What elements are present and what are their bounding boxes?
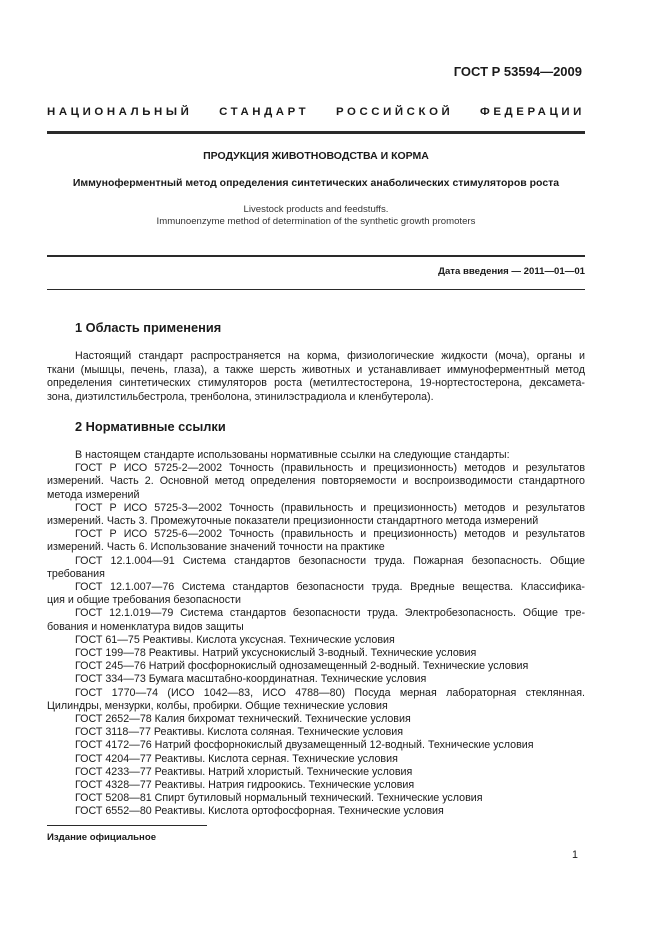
paragraph-line: ГОСТ 4204—77 Реактивы. Кислота серная. Технические условия <box>75 752 398 765</box>
document-code: ГОСТ Р 53594—2009 <box>453 64 582 79</box>
english-title-line: Immunoenzyme method of determination of the synthetic growth promoters <box>156 216 476 227</box>
paragraph-line: ГОСТ 4328—77 Реактивы. Натрия гидроокись. Технические условия <box>75 779 415 791</box>
paragraph-line: определения синтетических стимуляторов роста (метилтестостерона, 19-нортестостерона, дексамета- <box>47 377 585 389</box>
paragraph-line: ткани (мышцы, печень, глаза), а также шерсть животных и устанавливает иммуноферментный метод <box>47 363 585 376</box>
section-heading-references: 2 Нормативные ссылки <box>75 419 226 434</box>
paragraph-line: требования <box>47 567 105 580</box>
paragraph-line: измерений. Часть 3. Промежуточные показатели прецизионности стандартного метода измерений <box>47 515 539 527</box>
paragraph-line: ГОСТ 12.1.007—76 Система стандартов безопасности труда. Вредные вещества. Классифика- <box>75 581 585 593</box>
paragraph-line: измерений. Часть 2. Основной метод определения повторяемости и воспроизводимости стандартного <box>47 475 585 488</box>
paragraph-line: ГОСТ 12.1.004—91 Система стандартов безопасности труда. Пожарная безопасность. Общие <box>75 554 585 567</box>
title-divider <box>47 255 585 257</box>
official-edition-label: Издание официальное <box>47 832 157 843</box>
paragraph-line: бования и номенклатура видов защиты <box>47 620 244 633</box>
paragraph-line: ГОСТ 6552—80 Реактивы. Кислота ортофосфорная. Технические условия <box>75 805 444 818</box>
paragraph-line: ГОСТ 199—78 Реактивы. Натрий уксуснокислый 3-водный. Технические условия <box>75 647 477 659</box>
document-subtitle: Иммуноферментный метод определения синтетических анаболических стимуляторов роста <box>72 177 560 189</box>
paragraph-line: ГОСТ 4172—76 Натрий фосфорнокислый двузамещенный 12-водный. Технические условия <box>75 739 534 752</box>
top-divider <box>47 131 585 134</box>
paragraph-line: ГОСТ 334—73 Бумага масштабно-координатная. Технические условия <box>75 673 427 686</box>
paragraph-line: ция и общие требования безопасности <box>47 594 241 607</box>
page-number: 1 <box>572 849 578 861</box>
paragraph-line: метода измерений <box>47 488 140 501</box>
paragraph-line: ГОСТ 2652—78 Калия бихромат технический. Технические условия <box>75 713 411 725</box>
document-title: ПРОДУКЦИЯ ЖИВОТНОВОДСТВА И КОРМА <box>203 150 429 162</box>
english-title-line: Livestock products and feedstuffs. <box>243 204 389 215</box>
paragraph-line: Настоящий стандарт распространяется на корма, физиологические жидкости (моча), органы и <box>75 350 585 362</box>
paragraph-line: измерений. Часть 6. Использование значений точности на практике <box>47 541 385 554</box>
paragraph-line: ГОСТ 1770—74 (ИСО 1042—83, ИСО 4788—80) Посуда мерная лабораторная стеклянная. <box>75 686 585 699</box>
banner-word: НАЦИОНАЛЬНЫЙ <box>47 106 193 118</box>
paragraph-line: В настоящем стандарте использованы нормативные ссылки на следующие стандарты: <box>75 449 510 461</box>
paragraph-line: зона, диэтилстильбестрола, тренболона, этинилэстрадиола и кленбутерола). <box>47 390 434 403</box>
paragraph-line: ГОСТ Р ИСО 5725-3—2002 Точность (правильность и прецизионность) методов и результатов <box>75 501 585 514</box>
paragraph-line: Цилиндры, мензурки, колбы, пробирки. Общие технические условия <box>47 699 388 712</box>
paragraph-line: ГОСТ Р ИСО 5725-6—2002 Точность (правильность и прецизионность) методов и результатов <box>75 528 585 541</box>
banner-word: РОССИЙСКОЙ <box>335 106 454 118</box>
paragraph-line: ГОСТ 12.1.019—79 Система стандартов безопасности труда. Электробезопасность. Общие тре- <box>75 607 585 620</box>
section-heading-scope: 1 Область применения <box>75 320 222 335</box>
paragraph-line: ГОСТ 61—75 Реактивы. Кислота уксусная. Технические условия <box>75 633 395 646</box>
paragraph-line: ГОСТ Р ИСО 5725-2—2002 Точность (правильность и прецизионность) методов и результатов <box>75 462 585 475</box>
paragraph-line: ГОСТ 4233—77 Реактивы. Натрий хлористый. Технические условия <box>75 765 413 778</box>
paragraph-line: ГОСТ 245—76 Натрий фосфорнокислый однозамещенный 2-водный. Технические условия <box>75 660 529 673</box>
date-divider <box>47 289 585 290</box>
standard-banner <box>47 106 585 118</box>
banner-word: ФЕДЕРАЦИИ <box>480 106 585 118</box>
footer-divider <box>47 825 207 826</box>
introduction-date: Дата введения — 2011—01—01 <box>438 266 585 277</box>
banner-word: СТАНДАРТ <box>219 106 310 118</box>
paragraph-line: ГОСТ 3118—77 Реактивы. Кислота соляная. Технические условия <box>75 726 404 739</box>
paragraph-line: ГОСТ 5208—81 Спирт бутиловый нормальный технический. Технические условия <box>75 792 483 805</box>
